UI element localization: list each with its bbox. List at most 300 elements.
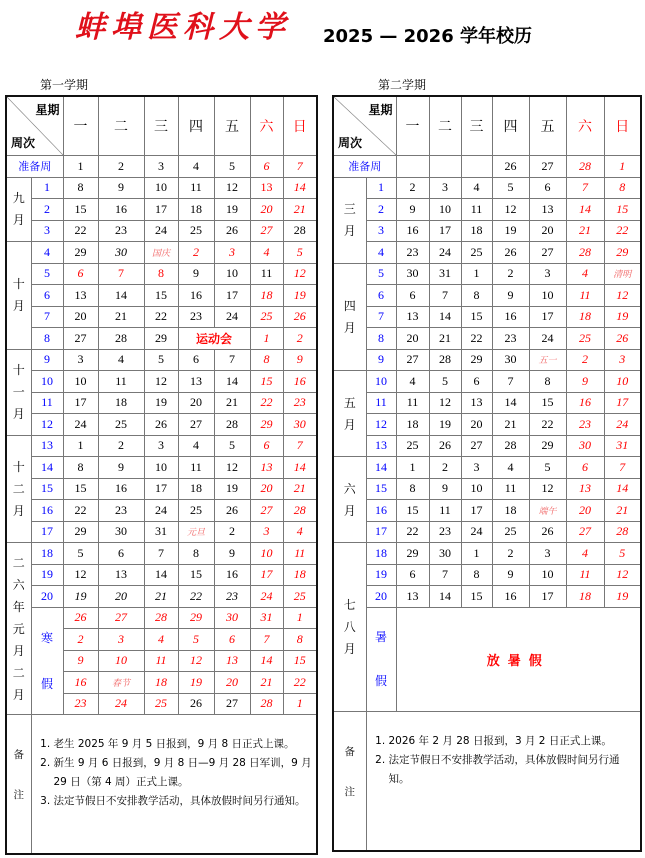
day-cell: 22 <box>461 328 492 350</box>
day-cell: 21 <box>604 500 641 522</box>
day-cell: 7 <box>144 543 178 565</box>
day-cell: 12 <box>283 263 317 285</box>
day-cell: 12 <box>178 650 214 672</box>
day-cell: 2 <box>214 521 250 543</box>
day-cell: 31 <box>250 607 283 629</box>
day-cell: 5 <box>429 371 461 393</box>
day-cell: 8 <box>529 371 566 393</box>
day-cell: 8 <box>63 457 98 479</box>
day-cell: 19 <box>178 672 214 694</box>
notes-content <box>366 711 641 851</box>
day-cell: 29 <box>396 543 429 565</box>
day-cell: 24 <box>250 586 283 608</box>
day-cell: 26 <box>178 693 214 715</box>
day-cell: 7 <box>566 177 604 199</box>
day-cell: 17 <box>429 220 461 242</box>
day-cell: 2 <box>396 177 429 199</box>
day-cell: 22 <box>144 306 178 328</box>
university-logo: 蚌埠医科大学 <box>75 10 291 45</box>
week-number: 20 <box>366 586 396 608</box>
day-cell: 17 <box>144 199 178 221</box>
week-number: 15 <box>31 478 63 500</box>
day-cell: 25 <box>283 586 317 608</box>
day-cell: 23 <box>98 500 144 522</box>
day-cell: 26 <box>214 220 250 242</box>
day-cell: 2 <box>178 242 214 264</box>
summer-vacation-label <box>366 607 396 711</box>
day-cell: 11 <box>566 564 604 586</box>
day-cell: 21 <box>566 220 604 242</box>
day-cell: 20 <box>178 392 214 414</box>
header-row <box>333 96 641 156</box>
weekday-header: 五 <box>214 96 250 156</box>
week-number: 10 <box>366 371 396 393</box>
day-cell: 9 <box>283 349 317 371</box>
week-number: 2 <box>31 199 63 221</box>
weekday-header: 日 <box>283 96 317 156</box>
day-cell: 5 <box>144 349 178 371</box>
day-cell: 27 <box>250 500 283 522</box>
day-cell: 20 <box>250 478 283 500</box>
day-cell: 14 <box>604 478 641 500</box>
day-cell: 15 <box>461 306 492 328</box>
day-cell: 8 <box>461 285 492 307</box>
month-label <box>333 457 366 543</box>
day-cell: 18 <box>178 478 214 500</box>
week-row <box>333 457 641 479</box>
holiday-cell: 清明 <box>604 263 641 285</box>
day-cell: 16 <box>492 306 529 328</box>
header-row <box>6 96 317 156</box>
day-cell: 4 <box>566 263 604 285</box>
day-cell: 15 <box>604 199 641 221</box>
day-cell: 19 <box>492 220 529 242</box>
day-cell: 8 <box>604 177 641 199</box>
notes-label-text: 备注 <box>344 745 355 798</box>
day-cell: 3 <box>214 242 250 264</box>
day-cell: 7 <box>604 457 641 479</box>
weekday-header: 三 <box>461 96 492 156</box>
day-cell: 29 <box>63 242 98 264</box>
day-cell: 2 <box>566 349 604 371</box>
day-cell: 1 <box>283 607 317 629</box>
week-number: 13 <box>366 435 396 457</box>
day-cell: 5 <box>283 242 317 264</box>
day-cell: 2 <box>492 263 529 285</box>
day-cell: 2 <box>429 457 461 479</box>
day-cell: 15 <box>144 285 178 307</box>
day-cell: 9 <box>178 263 214 285</box>
day-cell: 3 <box>529 543 566 565</box>
day-cell: 19 <box>604 306 641 328</box>
week-number: 12 <box>366 414 396 436</box>
note-item: 1. 2026 年 2 月 28 日报到，3 月 2 日正式上课。 <box>389 732 637 751</box>
week-row <box>333 199 641 221</box>
day-cell: 30 <box>396 263 429 285</box>
week-number: 4 <box>31 242 63 264</box>
day-cell: 30 <box>429 543 461 565</box>
day-cell: 8 <box>250 349 283 371</box>
notes-label-text: 备注 <box>13 749 24 801</box>
day-cell: 7 <box>214 349 250 371</box>
day-cell: 25 <box>178 220 214 242</box>
day-cell: 16 <box>98 478 144 500</box>
week-row <box>6 199 317 221</box>
week-row <box>6 414 317 436</box>
month-label <box>6 242 31 350</box>
month-name: 十一月 <box>12 363 25 421</box>
prep-week-label: 准备周 <box>6 156 63 178</box>
day-cell: 9 <box>63 650 98 672</box>
day-cell: 3 <box>429 177 461 199</box>
day-cell: 19 <box>144 392 178 414</box>
month-name: 六月 <box>343 481 356 518</box>
day-cell: 4 <box>566 543 604 565</box>
corner-cell <box>333 96 396 156</box>
day-cell: 8 <box>144 263 178 285</box>
corner-cell <box>6 96 63 156</box>
day-cell: 13 <box>396 586 429 608</box>
day-cell: 9 <box>566 371 604 393</box>
day-cell: 28 <box>98 328 144 350</box>
day-cell: 13 <box>178 371 214 393</box>
month-name: 四月 <box>343 298 356 335</box>
week-number: 5 <box>31 263 63 285</box>
day-cell: 7 <box>250 629 283 651</box>
day-cell: 26 <box>63 607 98 629</box>
day-cell: 28 <box>429 349 461 371</box>
day-cell: 25 <box>98 414 144 436</box>
page-title: 2025 — 2026 学年校历 <box>323 26 532 47</box>
day-cell: 20 <box>250 199 283 221</box>
week-row <box>6 306 317 328</box>
week-row <box>6 392 317 414</box>
day-cell: 1 <box>461 263 492 285</box>
week-row <box>333 349 641 371</box>
day-cell: 2 <box>98 156 144 178</box>
summer-vacation-banner: 放暑假 <box>396 607 641 711</box>
day-cell: 15 <box>461 586 492 608</box>
day-cell: 9 <box>98 457 144 479</box>
holiday-cell: 元旦 <box>178 521 214 543</box>
week-row <box>333 306 641 328</box>
day-cell: 13 <box>250 457 283 479</box>
week-row <box>333 220 641 242</box>
day-cell: 28 <box>492 435 529 457</box>
week-number: 11 <box>366 392 396 414</box>
week-number: 10 <box>31 371 63 393</box>
day-cell: 18 <box>492 500 529 522</box>
week-number: 20 <box>31 586 63 608</box>
week-number: 6 <box>31 285 63 307</box>
week-number: 19 <box>31 564 63 586</box>
prep-week-row <box>333 156 641 178</box>
day-cell: 6 <box>396 285 429 307</box>
week-number: 8 <box>366 328 396 350</box>
day-cell: 9 <box>98 177 144 199</box>
day-cell: 30 <box>283 414 317 436</box>
holiday-cell: 端午 <box>529 500 566 522</box>
day-cell: 15 <box>63 478 98 500</box>
day-cell: 24 <box>461 521 492 543</box>
day-cell: 8 <box>63 177 98 199</box>
day-cell: 21 <box>283 199 317 221</box>
day-cell: 9 <box>429 478 461 500</box>
notes-row <box>6 715 317 855</box>
day-cell: 6 <box>529 177 566 199</box>
day-cell: 6 <box>396 564 429 586</box>
day-cell: 27 <box>250 220 283 242</box>
day-cell: 13 <box>214 650 250 672</box>
day-cell: 20 <box>98 586 144 608</box>
day-cell: 29 <box>178 607 214 629</box>
week-row <box>6 478 317 500</box>
day-cell: 16 <box>214 564 250 586</box>
prep-week-label: 准备周 <box>333 156 396 178</box>
day-cell: 10 <box>461 478 492 500</box>
day-cell: 22 <box>604 220 641 242</box>
day-cell: 18 <box>283 564 317 586</box>
weekday-header: 一 <box>396 96 429 156</box>
day-cell: 17 <box>214 285 250 307</box>
day-cell: 26 <box>604 328 641 350</box>
day-cell: 11 <box>566 285 604 307</box>
day-cell: 11 <box>429 500 461 522</box>
day-cell: 14 <box>492 392 529 414</box>
day-cell: 11 <box>250 263 283 285</box>
week-number: 6 <box>366 285 396 307</box>
week-row <box>333 543 641 565</box>
day-cell: 15 <box>178 564 214 586</box>
day-cell: 7 <box>283 435 317 457</box>
day-cell: 4 <box>396 371 429 393</box>
week-number: 2 <box>366 199 396 221</box>
week-row <box>6 564 317 586</box>
weekday-header: 二 <box>429 96 461 156</box>
day-cell: 30 <box>566 435 604 457</box>
week-number: 7 <box>31 306 63 328</box>
day-cell: 29 <box>250 414 283 436</box>
day-cell: 28 <box>604 521 641 543</box>
day-cell: 31 <box>604 435 641 457</box>
day-cell: 13 <box>461 392 492 414</box>
day-cell: 25 <box>396 435 429 457</box>
semester-2-label: 第二学期 <box>378 78 427 92</box>
day-cell <box>429 156 461 178</box>
day-cell: 22 <box>63 500 98 522</box>
day-cell: 7 <box>429 285 461 307</box>
week-row <box>333 392 641 414</box>
day-cell: 21 <box>429 328 461 350</box>
day-cell: 2 <box>283 328 317 350</box>
day-cell: 15 <box>283 650 317 672</box>
day-cell: 23 <box>98 220 144 242</box>
day-cell: 1 <box>250 328 283 350</box>
day-cell: 16 <box>492 586 529 608</box>
weekday-axis-label: 星期 <box>35 103 60 117</box>
day-cell: 10 <box>529 285 566 307</box>
day-cell: 2 <box>98 435 144 457</box>
day-cell: 13 <box>63 285 98 307</box>
notes-content <box>31 715 317 855</box>
note-item: 2. 法定节假日不安排教学活动，具体放假时间另行通知。 <box>389 751 637 789</box>
day-cell: 24 <box>63 414 98 436</box>
day-cell: 5 <box>529 457 566 479</box>
week-row <box>6 457 317 479</box>
day-cell: 26 <box>283 306 317 328</box>
day-cell: 23 <box>566 414 604 436</box>
weekday-header: 四 <box>492 96 529 156</box>
day-cell: 4 <box>492 457 529 479</box>
week-number: 19 <box>366 564 396 586</box>
day-cell: 11 <box>178 457 214 479</box>
day-cell: 22 <box>63 220 98 242</box>
week-number: 9 <box>366 349 396 371</box>
day-cell: 31 <box>144 521 178 543</box>
notes-list <box>38 735 313 811</box>
week-row <box>333 371 641 393</box>
notes-label <box>333 711 366 851</box>
day-cell: 4 <box>98 349 144 371</box>
day-cell: 28 <box>214 414 250 436</box>
week-row <box>333 564 641 586</box>
day-cell: 10 <box>429 199 461 221</box>
day-cell: 22 <box>396 521 429 543</box>
day-cell: 10 <box>144 177 178 199</box>
weekday-header: 六 <box>250 96 283 156</box>
day-cell: 16 <box>396 220 429 242</box>
day-cell: 5 <box>214 156 250 178</box>
day-cell: 6 <box>178 349 214 371</box>
day-cell: 19 <box>63 586 98 608</box>
day-cell: 19 <box>429 414 461 436</box>
holiday-cell: 五一 <box>529 349 566 371</box>
day-cell: 22 <box>250 392 283 414</box>
month-name: 九月 <box>12 191 25 228</box>
week-number: 8 <box>31 328 63 350</box>
day-cell: 11 <box>396 392 429 414</box>
day-cell: 12 <box>144 371 178 393</box>
day-cell: 23 <box>429 521 461 543</box>
day-cell: 24 <box>604 414 641 436</box>
month-label <box>333 543 366 712</box>
day-cell: 13 <box>529 199 566 221</box>
day-cell: 17 <box>250 564 283 586</box>
day-cell: 15 <box>529 392 566 414</box>
day-cell: 14 <box>250 650 283 672</box>
day-cell: 24 <box>98 693 144 715</box>
day-cell: 17 <box>604 392 641 414</box>
day-cell: 23 <box>214 586 250 608</box>
day-cell: 1 <box>63 435 98 457</box>
day-cell: 13 <box>396 306 429 328</box>
day-cell: 23 <box>283 392 317 414</box>
day-cell: 30 <box>98 521 144 543</box>
day-cell: 23 <box>63 693 98 715</box>
day-cell: 16 <box>98 199 144 221</box>
month-name: 十二月 <box>12 459 25 518</box>
day-cell: 20 <box>214 672 250 694</box>
day-cell: 25 <box>178 500 214 522</box>
week-number: 18 <box>366 543 396 565</box>
day-cell: 18 <box>566 586 604 608</box>
day-cell: 1 <box>63 156 98 178</box>
day-cell: 15 <box>63 199 98 221</box>
week-number: 16 <box>31 500 63 522</box>
note-item: 2. 新生 9 月 6 日报到，9 月 8 日—9 月 28 日军训，9 月 29 日（第 4 周）正式上课。 <box>54 754 313 792</box>
event-cell: 运动会 <box>178 328 250 350</box>
weekday-header: 五 <box>529 96 566 156</box>
day-cell: 3 <box>144 435 178 457</box>
day-cell: 24 <box>529 328 566 350</box>
day-cell: 16 <box>63 672 98 694</box>
holiday-cell: 国庆 <box>144 242 178 264</box>
week-number: 5 <box>366 263 396 285</box>
day-cell: 14 <box>283 177 317 199</box>
week-row <box>6 500 317 522</box>
day-cell: 18 <box>144 672 178 694</box>
day-cell: 26 <box>492 242 529 264</box>
day-cell: 3 <box>63 349 98 371</box>
semester-1-calendar <box>5 95 318 855</box>
day-cell: 3 <box>144 156 178 178</box>
day-cell: 24 <box>144 500 178 522</box>
day-cell: 28 <box>566 156 604 178</box>
week-number: 17 <box>31 521 63 543</box>
day-cell: 13 <box>566 478 604 500</box>
day-cell: 21 <box>492 414 529 436</box>
day-cell: 14 <box>144 564 178 586</box>
day-cell: 4 <box>178 156 214 178</box>
note-item: 1. 老生 2025 年 9 月 5 日报到，9 月 8 日正式上课。 <box>54 735 313 754</box>
week-number: 1 <box>31 177 63 199</box>
day-cell: 11 <box>283 543 317 565</box>
day-cell: 25 <box>144 693 178 715</box>
day-cell: 13 <box>98 564 144 586</box>
vacation-row <box>6 607 317 629</box>
day-cell: 6 <box>566 457 604 479</box>
month-label <box>333 371 366 457</box>
day-cell: 6 <box>250 156 283 178</box>
week-row <box>333 328 641 350</box>
day-cell: 19 <box>283 285 317 307</box>
day-cell: 26 <box>144 414 178 436</box>
weekday-header: 一 <box>63 96 98 156</box>
day-cell: 28 <box>283 500 317 522</box>
day-cell: 17 <box>529 586 566 608</box>
day-cell: 7 <box>98 263 144 285</box>
day-cell: 27 <box>98 607 144 629</box>
day-cell: 23 <box>178 306 214 328</box>
day-cell: 14 <box>98 285 144 307</box>
day-cell: 21 <box>214 392 250 414</box>
weekday-header: 六 <box>566 96 604 156</box>
month-name: 七八月 <box>343 597 356 656</box>
week-row <box>333 263 641 285</box>
month-label <box>6 177 31 242</box>
day-cell: 9 <box>214 543 250 565</box>
day-cell: 8 <box>461 564 492 586</box>
day-cell <box>396 156 429 178</box>
day-cell: 23 <box>396 242 429 264</box>
day-cell: 26 <box>214 500 250 522</box>
day-cell: 26 <box>492 156 529 178</box>
day-cell: 9 <box>492 564 529 586</box>
week-number: 13 <box>31 435 63 457</box>
day-cell: 10 <box>250 543 283 565</box>
day-cell: 12 <box>604 285 641 307</box>
week-number: 15 <box>366 478 396 500</box>
